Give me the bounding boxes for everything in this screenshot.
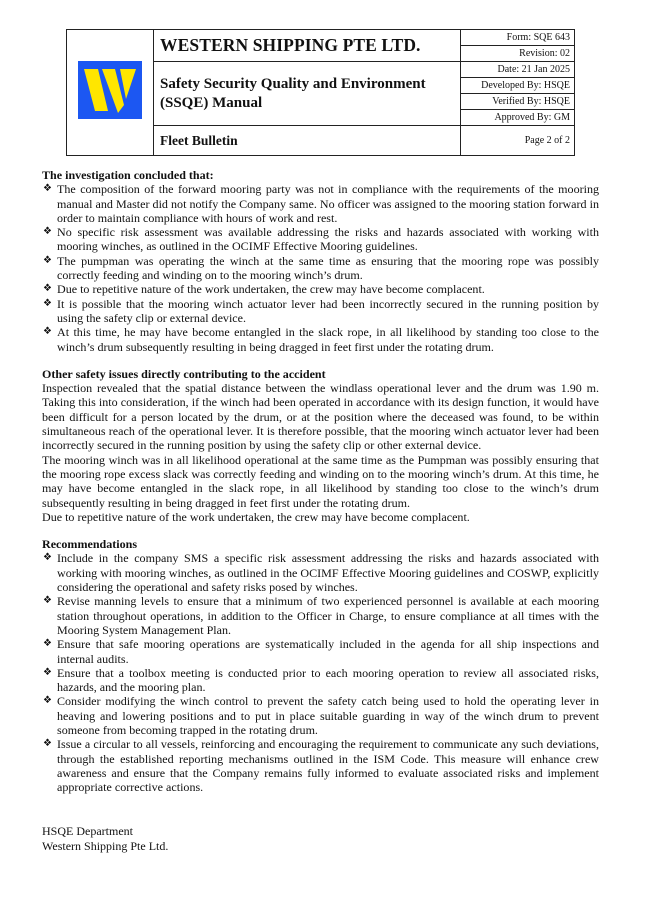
signature-department: HSQE Department <box>42 824 133 838</box>
section-title: Fleet Bulletin <box>154 126 461 156</box>
list-item: ❖ Revise manning levels to ensure that a minimum of two experienced personnel is available at each mooring station throughout operations, in addition to the Officer in Charge, to ensure compliance at all times with the Mooring System Management Plan. <box>43 594 599 637</box>
list-item: ❖ Consider modifying the winch control to prevent the safety catch being used to hold the operating lever in heaving and lowering positions and to put in place suitable guarding in way of the winch drum to prevent someone from becoming trapped in the rotating drum. <box>43 694 599 737</box>
list-item: ❖ The composition of the forward mooring party was not in compliance with the requirements of the mooring manual and Master did not notify the Company same. No officer was assigned to the mooring station forward in order to maintain compliance with hours of work and rest. <box>43 182 599 225</box>
company-name: WESTERN SHIPPING PTE LTD. <box>154 30 461 62</box>
paragraph: Due to repetitive nature of the work undertaken, the crew may have become complacent. <box>42 509 470 524</box>
bullet-icon: ❖ <box>43 666 52 678</box>
logo-cell <box>67 30 154 156</box>
recommendations-list <box>42 551 599 794</box>
document-body <box>42 168 599 794</box>
developed-by: Developed By: HSQE <box>461 78 575 94</box>
bullet-icon: ❖ <box>43 297 52 309</box>
bullet-icon: ❖ <box>43 283 52 295</box>
bullet-icon: ❖ <box>43 326 52 338</box>
signature-block <box>42 824 168 853</box>
bullet-icon: ❖ <box>43 226 52 238</box>
bullet-icon: ❖ <box>43 738 52 750</box>
signature-company: Western Shipping Pte Ltd. <box>42 838 169 853</box>
list-item: ❖ Ensure that safe mooring operations are systematically included in the agenda for all ship inspections and internal audits. <box>43 637 599 666</box>
verified-by: Verified By: HSQE <box>461 94 575 110</box>
revision: Revision: 02 <box>461 46 575 62</box>
bullet-icon: ❖ <box>43 254 52 266</box>
list-item: ❖ Ensure that a toolbox meeting is conducted prior to each mooring operation to review all associated risks, hazards, and the mooring plan. <box>43 665 599 695</box>
list-item: ❖ The pumpman was operating the winch at the same time as ensuring that the mooring rope was possibly correctly feeding and winding on to the mooring winch’s drum. <box>43 253 599 283</box>
approved-by: Approved By: GM <box>461 110 575 126</box>
other-issues-heading: Other safety issues directly contributing to the accident <box>42 366 326 381</box>
investigation-heading: The investigation concluded that: <box>42 168 214 182</box>
paragraph: Inspection revealed that the spatial distance between the windlass operational lever and the drum was 1.90 m. Taking this into consideration, if the winch had been operated in accordance with its design function, it would have been difficult for a person located by the drum, or at the position where the deceased was found, to be within simultaneous reach of the operational lever. It is therefore possible, that the mooring winch actuator lever had been incorrectly secured in the running position by using the safety clip or other external device. <box>42 381 599 453</box>
form-number: Form: SQE 643 <box>461 30 575 46</box>
list-item: ❖ It is possible that the mooring winch actuator lever had been incorrectly secured in the running position by using the safety clip or external device. <box>43 296 599 325</box>
investigation-list <box>42 182 599 354</box>
recommendations-heading: Recommendations <box>42 537 138 552</box>
bullet-icon: ❖ <box>43 183 52 195</box>
document-header-table <box>66 29 575 156</box>
manual-title: Safety Security Quality and Environment (SSQE) Manual <box>154 62 461 126</box>
list-item: ❖ Issue a circular to all vessels, reinforcing and encouraging the requirement to communicate any such deviations, through the established reporting mechanisms outlined in the ISM Code. This measure will enhance crew awareness and ensure that the Company remains fully informed to evaluate associated risks and implement appropriate corrective actions. <box>43 737 599 795</box>
bullet-icon: ❖ <box>43 695 52 707</box>
bullet-icon: ❖ <box>43 552 52 564</box>
list-item: ❖ Include in the company SMS a specific risk assessment addressing the risks and hazards associated with working with mooring winches, as outlined in the OCIMF Effective Mooring guidelines and COSWP, explicitly considering the operational and safety risks posed by winches. <box>43 551 599 595</box>
date: Date: 21 Jan 2025 <box>461 62 575 78</box>
bullet-icon: ❖ <box>43 638 52 650</box>
bullet-icon: ❖ <box>43 595 52 607</box>
page-number: Page 2 of 2 <box>461 126 575 156</box>
list-item: ❖ No specific risk assessment was available addressing the risks and hazards associated with working with mooring winches, as outlined in the OCIMF Effective Mooring guidelines. <box>43 225 599 254</box>
company-w-logo-icon <box>78 61 142 119</box>
list-item: ❖ Due to repetitive nature of the work undertaken, the crew may have become complacent. <box>43 282 485 297</box>
list-item: ❖ At this time, he may have become entangled in the slack rope, in all likelihood by standing too close to the winch’s drum subsequently resulting in being dragged in feet first under the rotating drum. <box>43 325 599 354</box>
paragraph: The mooring winch was in all likelihood operational at the same time as the Pumpman was possibly ensuring that the mooring rope excess slack was correctly feeding and winding on to the mooring winch’s drum. At this time, he may have become entangled in the slack rope, in all likelihood by standing too close to the winch’s drum subsequently resulting in being dragged in feet first under the rotating drum. <box>42 452 599 510</box>
